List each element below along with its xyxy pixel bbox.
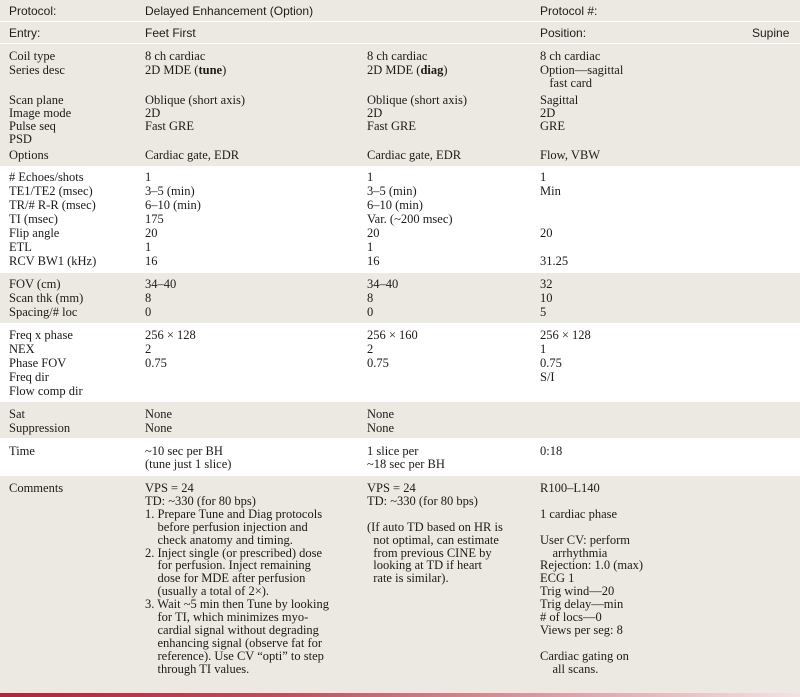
label-nex: NEX (9, 342, 35, 356)
tune-rcv-bw: 16 (145, 254, 158, 268)
diag-spacing: 0 (367, 305, 374, 319)
label-suppression: Suppression (9, 421, 71, 435)
label-echoes-shots: # Echoes/shots (9, 170, 84, 184)
label-fov: FOV (cm) (9, 277, 61, 291)
tune-tr: 6–10 (min) (145, 198, 201, 212)
diag-image-mode: 2D (367, 106, 383, 120)
label-flow-comp-dir: Flow comp dir (9, 384, 83, 398)
label-time: Time (9, 444, 35, 458)
sag-phase-fov: 0.75 (540, 356, 562, 370)
label-options: Options (9, 148, 49, 162)
sag-freq-dir: S/I (540, 370, 555, 384)
series-desc-diag-emphasis: diag (420, 63, 444, 77)
sag-options: Flow, VBW (540, 148, 601, 162)
tune-etl: 1 (145, 240, 152, 254)
tune-freq-phase: 256 × 128 (145, 328, 196, 342)
diag-series-desc: 2D MDE (diag) (367, 63, 448, 77)
label-scan-thk: Scan thk (mm) (9, 291, 84, 305)
tune-sat: None (145, 407, 173, 421)
sag-scan-thk: 10 (540, 291, 553, 305)
tune-coil-type: 8 ch cardiac (145, 49, 206, 63)
entry-value: Feet First (145, 26, 196, 40)
sag-comments: R100–L140 1 cardiac phase User CV: perform arrhythmia Rejection: 1.0 (max) ECG 1 Trig wind—20 Trig delay—min # of locs—0 Views per seg: 8 Cardiac gating on all scans. (540, 481, 644, 676)
diag-coil-type: 8 ch cardiac (367, 49, 428, 63)
tune-series-desc: 2D MDE (tune) (145, 63, 227, 77)
label-image-mode: Image mode (9, 106, 72, 120)
sag-rcv-bw: 31.25 (540, 254, 569, 268)
label-coil-type: Coil type (9, 49, 56, 63)
label-comments: Comments (9, 481, 64, 495)
sag-scan-plane: Sagittal (540, 93, 579, 107)
bottom-accent-bar (0, 693, 800, 697)
tune-flip-angle: 20 (145, 226, 158, 240)
protocol-value: Delayed Enhancement (Option) (145, 4, 314, 18)
diag-te: 3–5 (min) (367, 184, 417, 198)
sag-spacing: 5 (540, 305, 547, 319)
entry-label: Entry: (9, 26, 41, 40)
tune-suppression: None (145, 421, 173, 435)
tune-image-mode: 2D (145, 106, 161, 120)
diag-echoes-shots: 1 (367, 170, 374, 184)
diag-nex: 2 (367, 342, 374, 356)
label-phase-fov: Phase FOV (9, 356, 67, 370)
diag-time: 1 slice per ~18 sec per BH (367, 444, 445, 471)
label-pulse-seq: Pulse seq (9, 119, 56, 133)
tune-scan-thk: 8 (145, 291, 152, 305)
label-freq-phase: Freq x phase (9, 328, 73, 342)
diag-scan-thk: 8 (367, 291, 374, 305)
tune-pulse-seq: Fast GRE (145, 119, 194, 133)
diag-fov: 34–40 (367, 277, 399, 291)
sag-flip-angle: 20 (540, 226, 553, 240)
diag-comments: VPS = 24 TD: ~330 (for 80 bps) (If auto TD based on HR is not optimal, can estimate from previous CINE by looking at TD if heart rate is similar). (367, 481, 503, 586)
diag-flip-angle: 20 (367, 226, 380, 240)
tune-scan-plane: Oblique (short axis) (145, 93, 245, 107)
diag-phase-fov: 0.75 (367, 356, 389, 370)
sag-time: 0:18 (540, 444, 563, 458)
sag-pulse-seq: GRE (540, 119, 565, 133)
tune-time: ~10 sec per BH (tune just 1 slice) (145, 444, 232, 471)
diag-ti: Var. (~200 msec) (367, 212, 453, 226)
group-fov (0, 273, 800, 323)
label-rcv-bw: RCV BW1 (kHz) (9, 254, 97, 268)
sag-echoes-shots: 1 (540, 170, 547, 184)
sag-te: Min (540, 184, 561, 198)
label-spacing: Spacing/# loc (9, 305, 78, 319)
tune-options: Cardiac gate, EDR (145, 148, 240, 162)
position-value: Supine (752, 26, 790, 40)
tune-phase-fov: 0.75 (145, 356, 167, 370)
diag-suppression: None (367, 421, 395, 435)
series-desc-tune-emphasis: tune (198, 63, 223, 77)
label-psd: PSD (9, 132, 32, 146)
header-row-2 (0, 22, 800, 43)
sag-series-desc: Option—sagittal fast card (540, 63, 624, 90)
protocol-label: Protocol: (9, 4, 57, 18)
label-tr: TR/# R-R (msec) (9, 198, 96, 212)
group-sat (0, 402, 800, 438)
tune-nex: 2 (145, 342, 152, 356)
label-etl: ETL (9, 240, 32, 254)
diag-freq-phase: 256 × 160 (367, 328, 418, 342)
label-flip-angle: Flip angle (9, 226, 60, 240)
tune-spacing: 0 (145, 305, 152, 319)
diag-etl: 1 (367, 240, 374, 254)
sag-image-mode: 2D (540, 106, 556, 120)
label-scan-plane: Scan plane (9, 93, 64, 107)
tune-comments: VPS = 24 TD: ~330 (for 80 bps) 1. Prepare Tune and Diag protocols before perfusion injection and check anatomy and timing. 2. Inject single (or prescribed) dose for perfusion. Inject remaining dose for MDE after perfusion (usually a total of 2×). 3. Wait ~5 min then Tune by looking for TI, which minimizes myo- cardial signal without degrading enhancing signal (observe fat for reference). Use CV “opti” to step through TI values. (145, 481, 330, 676)
diag-rcv-bw: 16 (367, 254, 380, 268)
header-row-1 (0, 0, 800, 21)
diag-scan-plane: Oblique (short axis) (367, 93, 467, 107)
sag-coil-type: 8 ch cardiac (540, 49, 601, 63)
sag-fov: 32 (540, 277, 553, 291)
diag-pulse-seq: Fast GRE (367, 119, 416, 133)
label-te: TE1/TE2 (msec) (9, 184, 93, 198)
protocol-number-label: Protocol #: (540, 4, 598, 18)
diag-sat: None (367, 407, 395, 421)
tune-echoes-shots: 1 (145, 170, 152, 184)
label-series-desc: Series desc (9, 63, 65, 77)
label-sat: Sat (9, 407, 25, 421)
sag-freq-phase: 256 × 128 (540, 328, 591, 342)
label-freq-dir: Freq dir (9, 370, 49, 384)
tune-fov: 34–40 (145, 277, 177, 291)
tune-ti: 175 (145, 212, 164, 226)
position-label: Position: (540, 26, 587, 40)
label-ti: TI (msec) (9, 212, 58, 226)
diag-options: Cardiac gate, EDR (367, 148, 462, 162)
sag-nex: 1 (540, 342, 547, 356)
tune-te: 3–5 (min) (145, 184, 195, 198)
diag-tr: 6–10 (min) (367, 198, 423, 212)
